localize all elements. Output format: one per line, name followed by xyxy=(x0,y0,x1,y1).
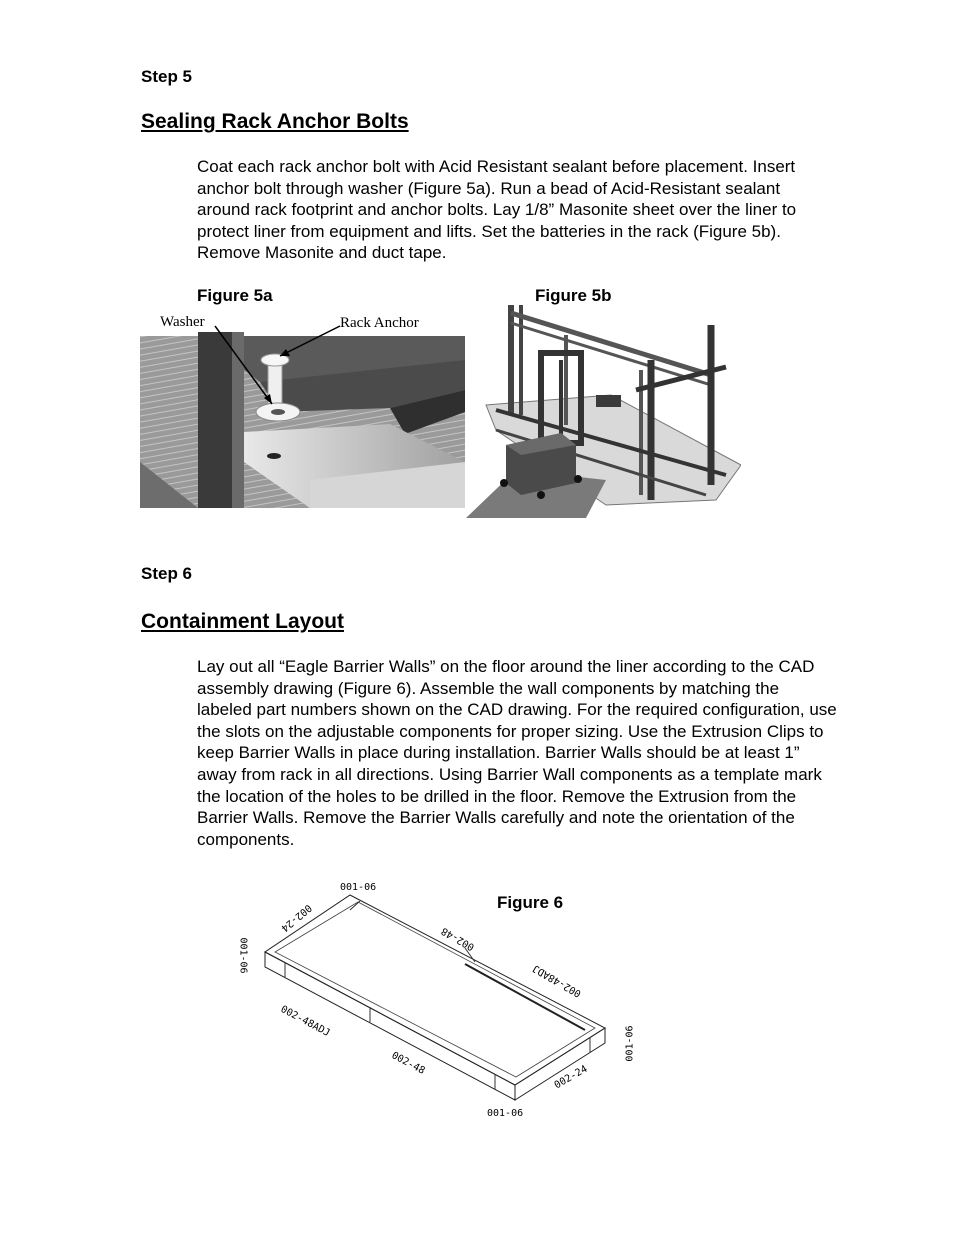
callout-washer: Washer xyxy=(160,314,205,330)
cad-label-left: 001-06 xyxy=(237,937,249,974)
cad-label-long-top: 002-48 xyxy=(439,924,477,953)
cad-label-long-bottom: 002-48 xyxy=(389,1050,427,1077)
figure-5b-label: Figure 5b xyxy=(535,286,612,305)
step-5-label: Step 5 xyxy=(141,67,193,86)
figure-6-label: Figure 6 xyxy=(497,893,564,912)
step-6-label: Step 6 xyxy=(141,564,193,583)
cad-label-bottom: 001-06 xyxy=(487,1108,524,1119)
cad-label-top: 001-06 xyxy=(340,882,377,893)
cad-label-short-bottom: 002-24 xyxy=(552,1063,590,1092)
cad-label-adj-bottom: 002-48ADJ xyxy=(278,1003,332,1040)
step-6-paragraph: Lay out all “Eagle Barrier Walls” on the floor around the liner according to the CAD assembly drawing (Figure 6). Assemble the wall components by matching the labeled part numbers shown on the CAD drawing. For the required configuration, use the slots on the adjustable components for proper sizing. Use the Extrusion Clips to keep Barrier Walls in place during installation. Barrier Walls should be at least 1” away from rack in all directions. Using Barrier Wall components as a template mark the location of the holes to be drilled in the floor. Remove the Extrusion from the Barrier Walls. Remove the Barrier Walls carefully and note the orientation of the components. xyxy=(197,657,837,849)
callout-arrows xyxy=(140,312,465,508)
cad-label-right: 001-06 xyxy=(624,1025,636,1062)
step-5-paragraph: Coat each rack anchor bolt with Acid Resistant sealant before placement. Insert anchor bolt through washer (Figure 5a). Run a bead of Acid-Resistant sealant around rack footprint and anchor bolts. Lay 1/8” Masonite sheet over the liner to protect liner from equipment and lifts. Set the batteries in the rack (Figure 5b). Remove Masonite and duct tape. xyxy=(197,157,797,263)
cad-label-short-top: 002-24 xyxy=(278,901,314,934)
callout-rack-anchor: Rack Anchor xyxy=(340,315,419,331)
figure-5a-label: Figure 5a xyxy=(197,286,273,305)
cad-label-adj-top: 002-48ADJ xyxy=(530,962,584,999)
section-heading-sealing: Sealing Rack Anchor Bolts xyxy=(141,110,409,133)
figure-5b-image xyxy=(466,305,741,518)
section-heading-containment: Containment Layout xyxy=(141,610,344,633)
